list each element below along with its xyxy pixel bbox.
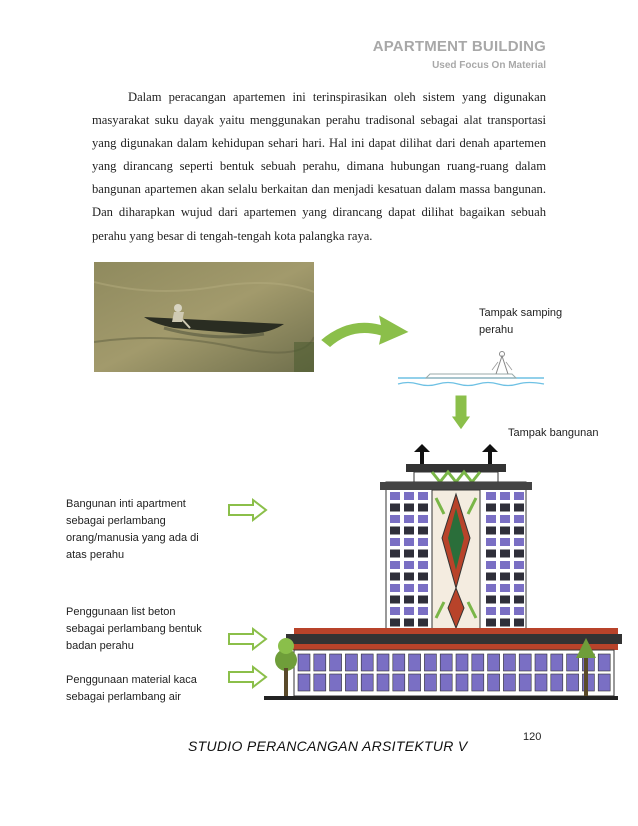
tower-window [500, 515, 510, 523]
tower-window [418, 561, 428, 569]
tower-window [514, 538, 524, 546]
tower-window [514, 492, 524, 500]
podium-glass-panel [409, 654, 421, 671]
tower-window [500, 504, 510, 512]
tower-window [500, 550, 510, 558]
podium-glass-panel [424, 654, 436, 671]
tower-window [404, 607, 414, 615]
tower-window [390, 515, 400, 523]
tower-window [418, 584, 428, 592]
tower-window [486, 607, 496, 615]
podium-glass-panel [314, 674, 326, 691]
label-boat-side: Tampak samping perahu [479, 307, 563, 336]
tower-window [514, 550, 524, 558]
podium-glass-panel [551, 654, 563, 671]
tower-window [500, 527, 510, 535]
tower-window [486, 584, 496, 592]
tower-window [500, 619, 510, 627]
podium-glass-panel [472, 674, 484, 691]
tower-window [390, 596, 400, 604]
tower-window [404, 573, 414, 581]
podium-glass-panel [345, 654, 357, 671]
tower-window [500, 492, 510, 500]
tower-window [404, 561, 414, 569]
podium-glass-panel [345, 674, 357, 691]
podium-glass-panel [535, 674, 547, 691]
tower-window [514, 584, 524, 592]
podium-glass-panel [361, 654, 373, 671]
tower-window [500, 538, 510, 546]
podium-glass-panel [298, 654, 310, 671]
tower-window [390, 573, 400, 581]
tower-window [390, 550, 400, 558]
body-paragraph: Dalam peracangan apartemen ini terinspirasikan oleh sistem yang digunakan masyarakat suku dayak yaitu menggunakan perahu tradisonal sebagai alat transportasi yang digunakan dalam kehidupan sehari hari. Hal ini dapat dilihat dari denah apartemen yang dirancang seperti bentuk sebuah perahu, dimana hubungan ruang-ruang dalam bangunan apartemen akan selalu berkaitan dan menjadi kesatuan dalam massa bangunan. Dan diharapkan wujud dari apartemen yang dirancang dapat dilihat bagaikan sebuah perahu yang besar di tengah-tengah kota palangka raya. [92, 90, 546, 243]
podium-glass-panel [440, 674, 452, 691]
header-title: APARTMENT BUILDING [372, 38, 546, 55]
tower-window [514, 504, 524, 512]
tower-window [418, 550, 428, 558]
building-elevation-drawing [264, 438, 618, 708]
tower-window [500, 596, 510, 604]
podium-glass-panel [377, 674, 389, 691]
podium-glass-panel [330, 674, 342, 691]
tower-window [390, 504, 400, 512]
boat-photo [94, 262, 314, 372]
tower-window [486, 527, 496, 535]
podium-glass-panel [314, 654, 326, 671]
tower-window [418, 515, 428, 523]
podium-glass-panel [535, 654, 547, 671]
podium-glass-panel [440, 654, 452, 671]
tower-window [500, 607, 510, 615]
pointer-arrow-icon [228, 666, 268, 688]
podium-glass-panel [424, 674, 436, 691]
tower-window [514, 515, 524, 523]
podium-glass-panel [519, 674, 531, 691]
podium-glass-panel [456, 674, 468, 691]
tower-window [486, 515, 496, 523]
tower-window [404, 527, 414, 535]
header-subtitle: Used Focus On Material [432, 60, 546, 71]
tower-window [418, 573, 428, 581]
tower-window [500, 561, 510, 569]
podium-glass-panel [456, 654, 468, 671]
podium-glass-panel [472, 654, 484, 671]
tower-window [486, 596, 496, 604]
tower-window [404, 596, 414, 604]
podium-glass-panel [393, 674, 405, 691]
tower-window [404, 550, 414, 558]
tower-window [514, 607, 524, 615]
tower-window [390, 527, 400, 535]
tower-window [404, 619, 414, 627]
podium-glass-panel [598, 654, 610, 671]
label-core-building: Bangunan inti apartment sebagai perlambang orang/manusia yang ada di atas perahu [66, 498, 199, 561]
podium-glass-panel [567, 674, 579, 691]
tower-window [500, 584, 510, 592]
tower-window [404, 492, 414, 500]
podium-glass-panel [551, 674, 563, 691]
tower-window [514, 596, 524, 604]
podium-glass-panel [409, 674, 421, 691]
tower-window [390, 607, 400, 615]
label-glass-material: Penggunaan material kaca sebagai perlambang air [66, 674, 197, 703]
page-number: 120 [523, 731, 542, 743]
tower-window [486, 573, 496, 581]
tower-window [404, 584, 414, 592]
podium-glass-panel [519, 654, 531, 671]
tower-window [390, 492, 400, 500]
tower-window [418, 596, 428, 604]
boat-sketch [396, 348, 546, 388]
tower-window [514, 527, 524, 535]
podium-glass-panel [488, 674, 500, 691]
pointer-arrow-icon [228, 499, 268, 521]
tower-window [418, 607, 428, 615]
podium-glass-panel [503, 674, 515, 691]
tower-window [486, 504, 496, 512]
footer-studio: STUDIO PERANCANGAN ARSITEKTUR V [188, 738, 468, 754]
tower-window [486, 492, 496, 500]
tower-window [418, 492, 428, 500]
podium-glass-panel [298, 674, 310, 691]
podium-glass-panel [330, 654, 342, 671]
tower-window [418, 504, 428, 512]
label-concrete-list: Penggunaan list beton sebagai perlambang bentuk badan perahu [66, 606, 202, 652]
podium-glass-panel [598, 674, 610, 691]
transition-arrow-icon [318, 312, 428, 352]
tower-window [514, 619, 524, 627]
tower-window [404, 504, 414, 512]
tower-window [514, 573, 524, 581]
tower-window [404, 538, 414, 546]
tower-window [390, 584, 400, 592]
label-building-view: Tampak bangunan [508, 427, 599, 439]
tower-window [486, 561, 496, 569]
tower-window [514, 561, 524, 569]
tower-window [418, 527, 428, 535]
pointer-arrow-icon [228, 628, 268, 650]
tower-window [486, 550, 496, 558]
tower-window [500, 573, 510, 581]
podium-glass-panel [377, 654, 389, 671]
tower-window [418, 619, 428, 627]
podium-glass-panel [361, 674, 373, 691]
podium-glass-panel [393, 654, 405, 671]
tower-window [486, 619, 496, 627]
tower-window [418, 538, 428, 546]
tower-window [486, 538, 496, 546]
tower-window [390, 538, 400, 546]
tower-window [390, 619, 400, 627]
tower-window [390, 561, 400, 569]
podium-glass-panel [503, 654, 515, 671]
down-arrow-icon [450, 394, 472, 432]
podium-glass-panel [488, 654, 500, 671]
tower-window [404, 515, 414, 523]
